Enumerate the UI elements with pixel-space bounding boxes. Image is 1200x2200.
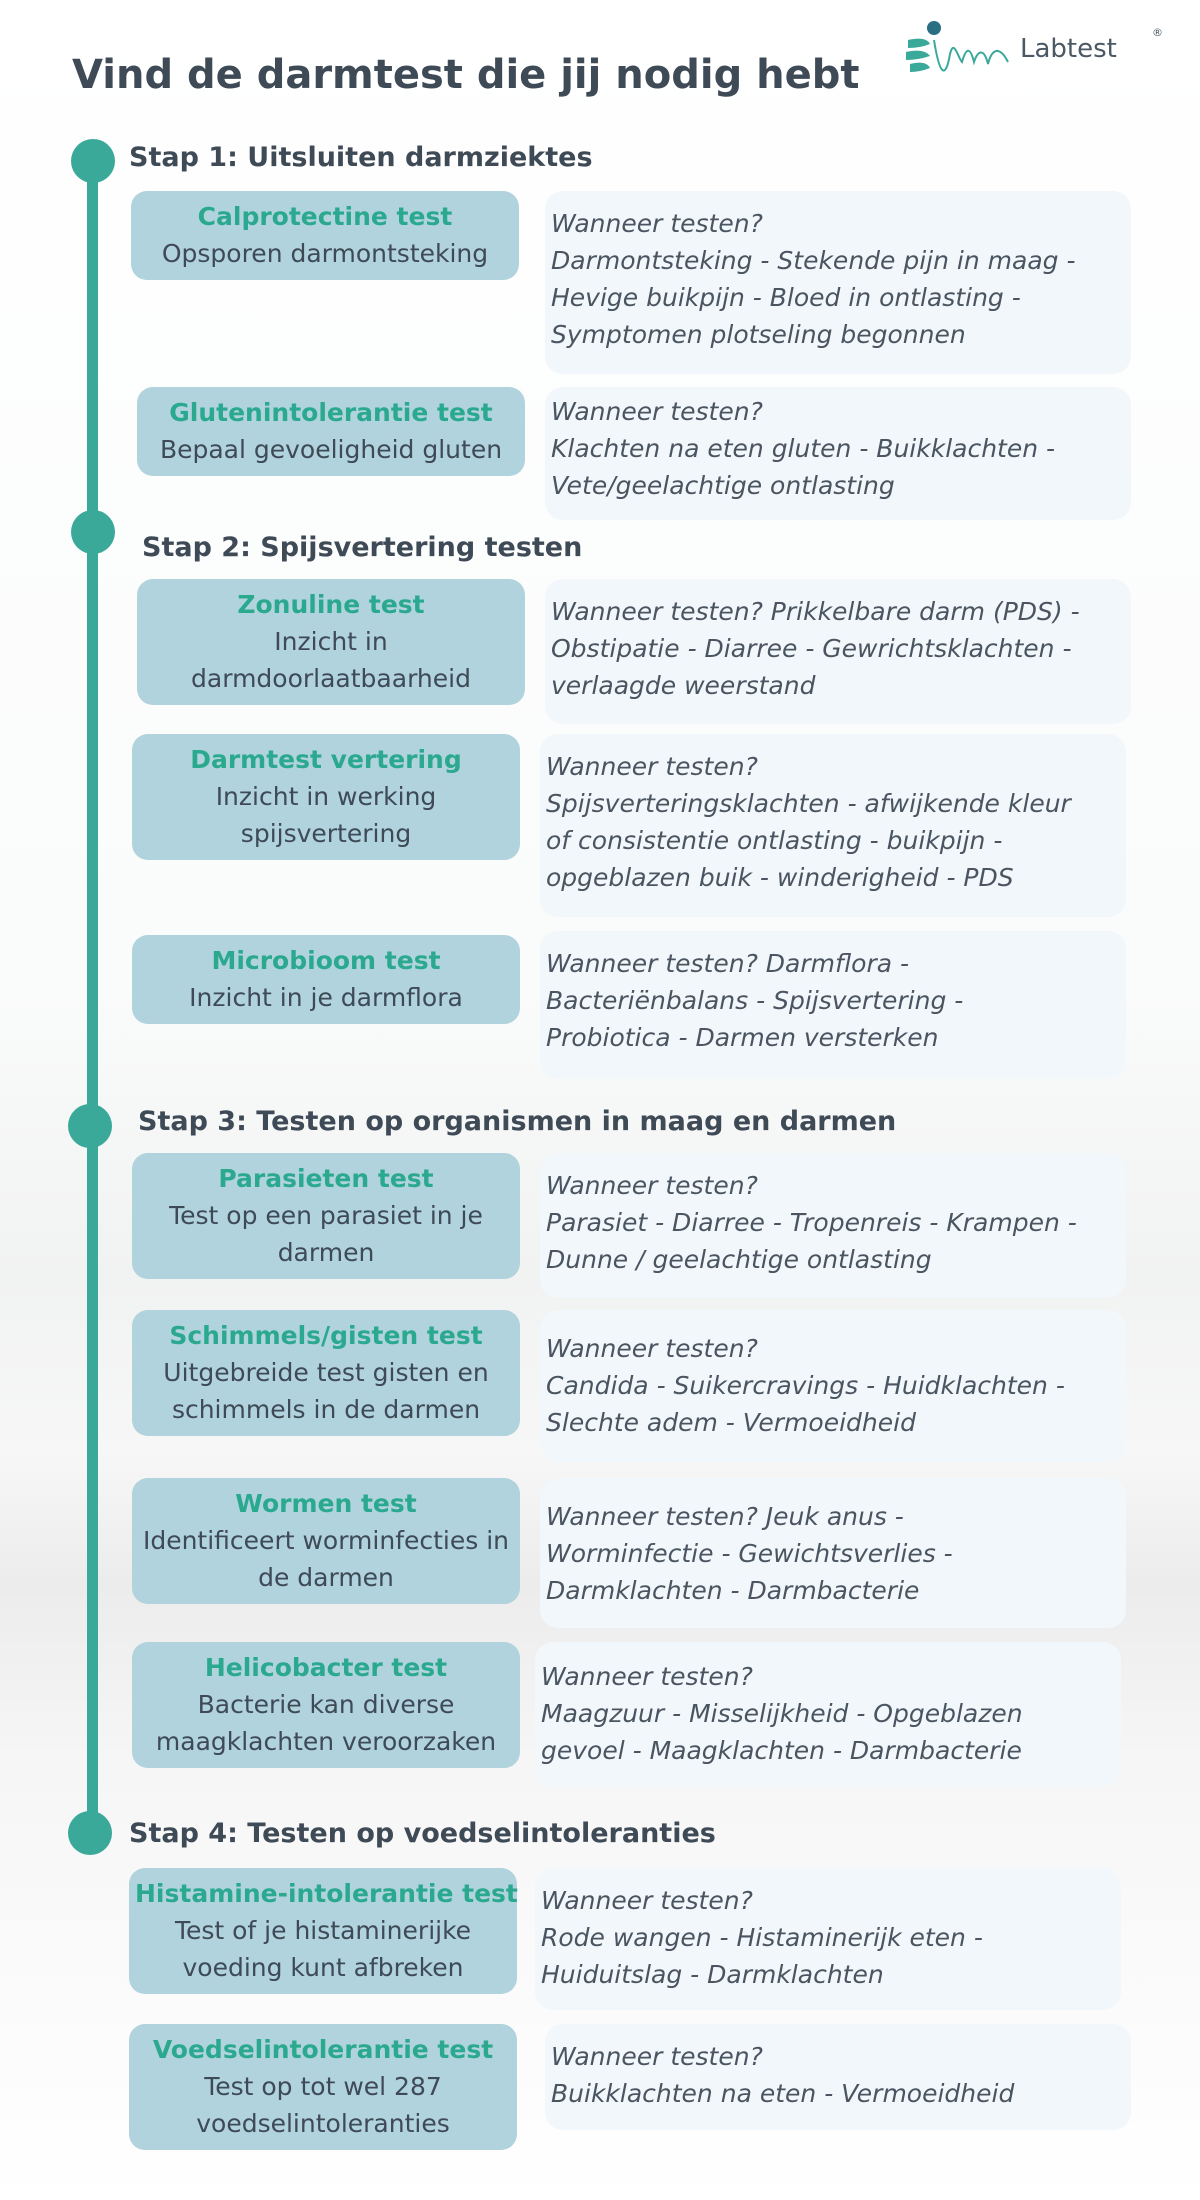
test-description: Inzicht in werking spijsvertering bbox=[215, 782, 437, 848]
when-line: Dunne / geelachtige ontlasting bbox=[546, 1245, 932, 1274]
wormen-test-card[interactable] bbox=[132, 1478, 520, 1604]
when-line: Rode wangen - Histaminerijk eten - bbox=[541, 1923, 983, 1952]
test-name: Helicobacter test bbox=[204, 1653, 448, 1682]
when-line: Wanneer testen? bbox=[546, 752, 758, 781]
schimmels-gisten-test-card[interactable] bbox=[132, 1310, 520, 1436]
when-line: Darmontsteking - Stekende pijn in maag - bbox=[551, 246, 1076, 275]
when-line: Bacteriënbalans - Spijsvertering - bbox=[546, 986, 964, 1015]
when-line: Wanneer testen? Jeuk anus - bbox=[546, 1502, 904, 1531]
step-3-dot bbox=[68, 1104, 112, 1148]
when-line: Hevige buikpijn - Bloed in ontlasting - bbox=[551, 283, 1021, 312]
registered-mark: ® bbox=[1152, 26, 1163, 39]
step-4-dot bbox=[68, 1811, 112, 1855]
mijn-labtest-logo bbox=[900, 18, 1180, 98]
when-line: Vete/geelachtige ontlasting bbox=[551, 471, 895, 500]
test-name: Zonuline test bbox=[237, 590, 425, 619]
wormen-when-to-test bbox=[540, 1478, 1126, 1628]
when-line: Wanneer testen? bbox=[546, 1334, 758, 1363]
when-line: Worminfectie - Gewichtsverlies - bbox=[546, 1539, 953, 1568]
step-2-dot bbox=[71, 510, 115, 554]
microbioom-when-to-test bbox=[540, 931, 1126, 1079]
step-1-dot bbox=[71, 139, 115, 183]
test-description: Opsporen darmontsteking bbox=[161, 239, 489, 268]
test-description: Uitgebreide test gisten en schimmels in de darmen bbox=[163, 1358, 489, 1424]
helicobacter-when-to-test bbox=[535, 1642, 1121, 1787]
when-line: Maagzuur - Misselijkheid - Opgeblazen bbox=[541, 1699, 1023, 1728]
test-description: Inzicht in darmdoorlaatbaarheid bbox=[191, 627, 471, 693]
test-name: Histamine-intolerantie test bbox=[135, 1879, 518, 1908]
when-line: Huiduitslag - Darmklachten bbox=[541, 1960, 884, 1989]
test-description: Inzicht in je darmflora bbox=[189, 983, 463, 1012]
schimmels-gisten-when-to-test bbox=[540, 1310, 1126, 1462]
test-name: Calprotectine test bbox=[197, 202, 453, 231]
when-line: Obstipatie - Diarree - Gewrichtsklachten - bbox=[551, 634, 1072, 663]
when-line: verlaagde weerstand bbox=[551, 671, 816, 700]
when-line: Wanneer testen? bbox=[541, 1886, 753, 1915]
glutenintolerantie-test-card[interactable] bbox=[137, 387, 525, 476]
when-line: Wanneer testen? bbox=[551, 397, 763, 426]
when-line: Wanneer testen? bbox=[541, 1662, 753, 1691]
step-3-title: Stap 3: Testen op organismen in maag en darmen bbox=[138, 1106, 897, 1137]
darmtest-vertering-when-to-test bbox=[540, 734, 1126, 917]
parasieten-when-to-test bbox=[540, 1153, 1126, 1298]
page-title: Vind de darmtest die jij nodig hebt bbox=[72, 52, 860, 98]
when-line: Symptomen plotseling begonnen bbox=[551, 320, 966, 349]
when-line: gevoel - Maagklachten - Darmbacterie bbox=[541, 1736, 1022, 1765]
zonuline-test-card[interactable] bbox=[137, 579, 525, 705]
test-description: Identificeert worminfecties in de darmen bbox=[142, 1526, 510, 1592]
calprotectine-when-to-test bbox=[545, 191, 1131, 374]
when-line: Parasiet - Diarree - Tropenreis - Krampen - bbox=[546, 1208, 1077, 1237]
step-4-title: Stap 4: Testen op voedselintoleranties bbox=[129, 1818, 716, 1849]
darmtest-vertering-card[interactable] bbox=[132, 734, 520, 860]
test-name: Glutenintolerantie test bbox=[169, 398, 493, 427]
test-name: Voedselintolerantie test bbox=[152, 2035, 494, 2064]
when-line: Wanneer testen? bbox=[551, 2042, 763, 2071]
helicobacter-test-card[interactable] bbox=[132, 1642, 520, 1768]
test-description: Test op een parasiet in je darmen bbox=[169, 1201, 483, 1267]
when-line: opgeblazen buik - winderigheid - PDS bbox=[546, 863, 1014, 892]
step-2-title: Stap 2: Spijsvertering testen bbox=[142, 532, 583, 563]
test-description: Test of je histaminerijke voeding kunt afbreken bbox=[174, 1916, 472, 1982]
test-name: Microbioom test bbox=[211, 946, 441, 975]
histamine-intolerantie-test-card[interactable] bbox=[129, 1868, 517, 1994]
test-name: Wormen test bbox=[235, 1489, 417, 1518]
when-line: Klachten na eten gluten - Buikklachten - bbox=[551, 434, 1056, 463]
test-description: Bepaal gevoeligheid gluten bbox=[159, 435, 503, 464]
when-line: Probiotica - Darmen versterken bbox=[546, 1023, 939, 1052]
when-line: Slechte adem - Vermoeidheid bbox=[546, 1408, 916, 1437]
when-line: Wanneer testen? Darmflora - bbox=[546, 949, 910, 978]
glutenintolerantie-when-to-test bbox=[545, 387, 1131, 520]
when-line: Candida - Suikercravings - Huidklachten - bbox=[546, 1371, 1065, 1400]
microbioom-test-card[interactable] bbox=[132, 935, 520, 1024]
when-line: Wanneer testen? bbox=[546, 1171, 758, 1200]
histamine-intolerantie-when-to-test bbox=[535, 1868, 1121, 2010]
logo-wordmark: Labtest bbox=[1020, 34, 1117, 64]
voedselintolerantie-test-card[interactable] bbox=[129, 2024, 517, 2150]
logo-mark-icon bbox=[900, 18, 1020, 98]
test-name: Schimmels/gisten test bbox=[169, 1321, 483, 1350]
when-line: of consistentie ontlasting - buikpijn - bbox=[546, 826, 1003, 855]
test-name: Parasieten test bbox=[218, 1164, 434, 1193]
when-line: Darmklachten - Darmbacterie bbox=[546, 1576, 920, 1605]
test-name: Darmtest vertering bbox=[190, 745, 462, 774]
test-description: Bacterie kan diverse maagklachten veroorzaken bbox=[155, 1690, 497, 1756]
calprotectine-test-card[interactable] bbox=[131, 191, 519, 280]
when-line: Buikklachten na eten - Vermoeidheid bbox=[551, 2079, 1015, 2108]
zonuline-when-to-test bbox=[545, 579, 1131, 724]
when-line: Wanneer testen? bbox=[551, 209, 763, 238]
parasieten-test-card[interactable] bbox=[132, 1153, 520, 1279]
when-line: Wanneer testen? Prikkelbare darm (PDS) - bbox=[551, 597, 1080, 626]
test-description: Test op tot wel 287 voedselintoleranties bbox=[196, 2072, 450, 2138]
step-1-title: Stap 1: Uitsluiten darmziektes bbox=[129, 142, 593, 173]
voedselintolerantie-when-to-test bbox=[545, 2024, 1131, 2130]
when-line: Spijsverteringsklachten - afwijkende kleur bbox=[546, 789, 1071, 818]
timeline-line bbox=[87, 158, 98, 1838]
